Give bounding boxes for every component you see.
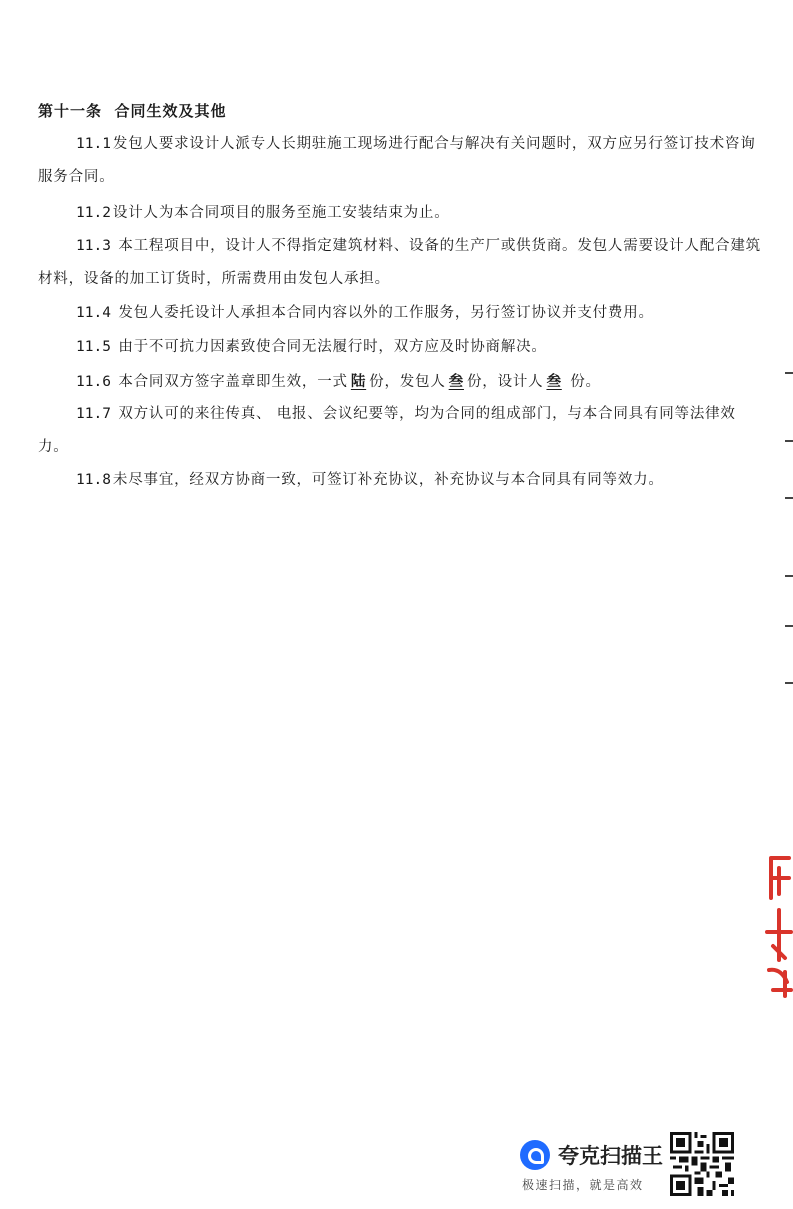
clause-text: 份。 xyxy=(564,374,601,390)
edge-mark xyxy=(785,372,793,374)
client-copies-value: 叁 xyxy=(448,373,464,390)
edge-mark xyxy=(785,440,793,442)
total-copies-value: 陆 xyxy=(350,373,367,390)
designer-copies-value: 叁 xyxy=(546,373,562,390)
red-seal-fragment xyxy=(759,850,793,1000)
clause-11-8 xyxy=(38,464,763,497)
qr-code-icon xyxy=(670,1132,734,1196)
clause-text: 本合同双方签字盖章即生效，一式 xyxy=(112,374,348,390)
clause-text: 本工程项目中，设计人不得指定建筑材料、设备的生产厂或供货商。发包人需要设计人配合建筑材料，设备的加工订货时，所需费用由发包人承担。 xyxy=(38,238,761,287)
edge-mark xyxy=(785,575,793,577)
clause-number: 11.7 xyxy=(76,406,111,422)
brand-name: 夸克扫描王 xyxy=(558,1144,663,1168)
scanner-brand xyxy=(520,1130,780,1200)
clause-text: 份，发包人 xyxy=(369,374,446,390)
clause-11-1 xyxy=(38,128,763,194)
clause-text: 发包人要求设计人派专人长期驻施工现场进行配合与解决有关问题时，双方应另行签订技术咨询服务合同。 xyxy=(38,136,756,185)
clause-number: 11.2 xyxy=(76,205,111,221)
clause-number: 11.4 xyxy=(76,305,111,321)
clause-text: 由于不可抗力因素致使合同无法履行时，双方应及时协商解决。 xyxy=(112,339,547,355)
clause-text: 未尽事宜，经双方协商一致，可签订补充协议，补充协议与本合同具有同等效力。 xyxy=(112,472,664,488)
article-title: 第十一条 合同生效及其他 xyxy=(38,102,227,120)
clause-text: 份，设计人 xyxy=(466,374,544,390)
clause-11-5 xyxy=(38,331,763,364)
clause-number: 11.3 xyxy=(76,238,111,254)
clause-number: 11.6 xyxy=(76,374,111,390)
clause-text: 发包人委托设计人承担本合同内容以外的工作服务，另行签订协议并支付费用。 xyxy=(112,305,654,321)
edge-mark xyxy=(785,497,793,499)
clause-number: 11.1 xyxy=(76,136,111,152)
clause-number: 11.8 xyxy=(76,472,111,488)
brand-tagline: 极速扫描，就是高效 xyxy=(522,1178,644,1192)
brand-logo-icon xyxy=(520,1140,550,1170)
clause-11-2 xyxy=(38,197,763,230)
clause-11-4 xyxy=(38,297,763,330)
clause-11-6 xyxy=(38,365,763,399)
clause-number: 11.5 xyxy=(76,339,111,355)
edge-mark xyxy=(785,625,793,627)
clause-11-3 xyxy=(38,230,763,296)
clause-text: 双方认可的来往传真、 电报、会议纪要等，均为合同的组成部门，与本合同具有同等法律效力。 xyxy=(38,406,736,455)
edge-mark xyxy=(785,682,793,684)
clause-11-7 xyxy=(38,398,763,464)
clause-text: 设计人为本合同项目的服务至施工安装结束为止。 xyxy=(112,205,450,221)
